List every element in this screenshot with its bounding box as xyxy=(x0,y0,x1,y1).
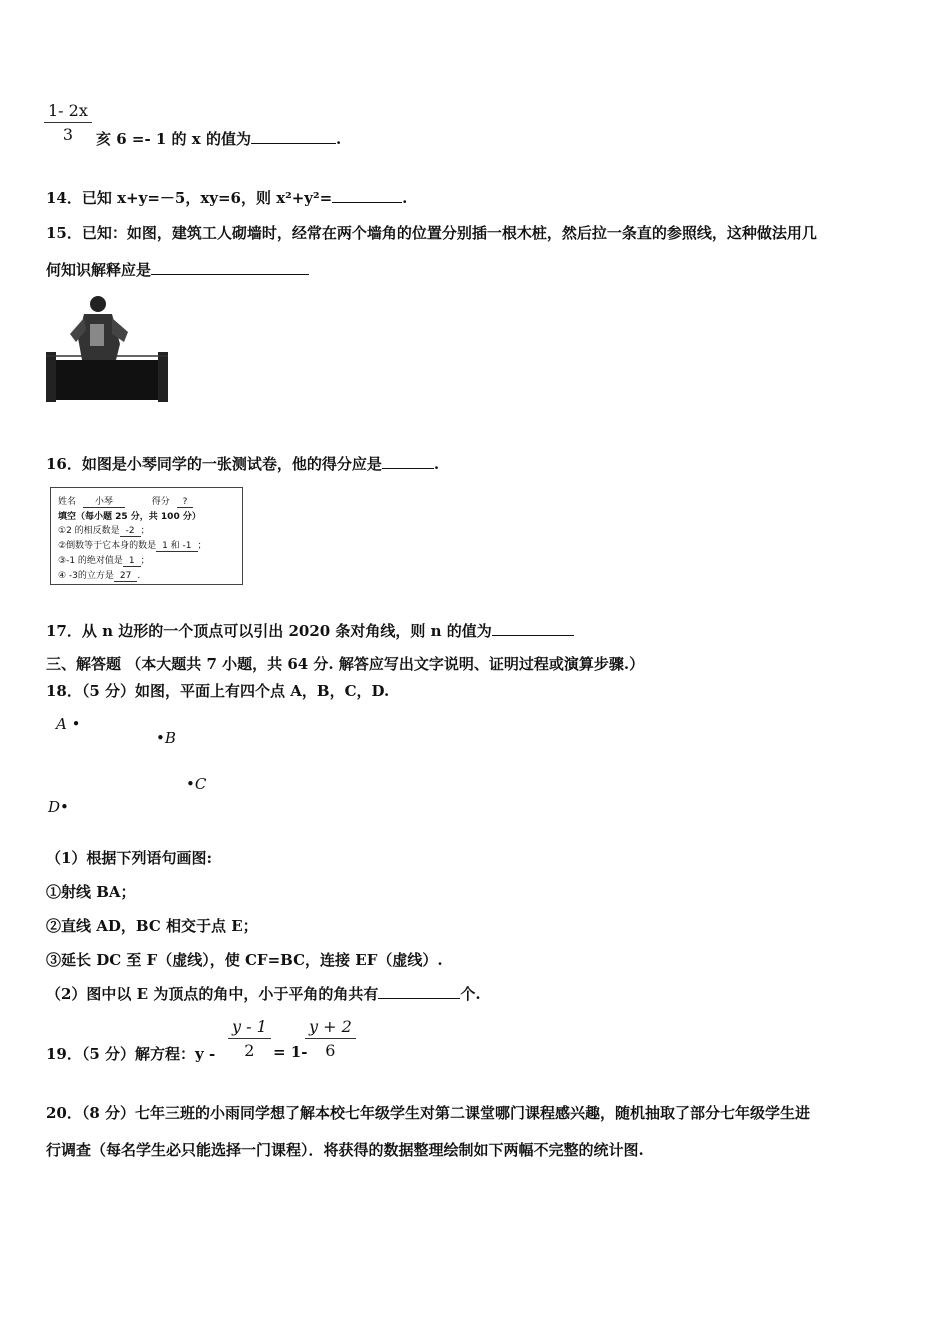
paper-score-value: ? xyxy=(177,497,194,508)
q14-line xyxy=(46,187,407,208)
fraction-bar xyxy=(44,122,92,123)
answer-blank xyxy=(332,188,402,203)
q14-end: . xyxy=(402,189,408,207)
q18-part1: （1）根据下列语句画图: xyxy=(46,849,212,867)
bricklayer-figure xyxy=(46,294,170,404)
q13-line xyxy=(96,128,341,149)
q15-line1: 15．已知：如图，建筑工人砌墙时，经常在两个墙角的位置分别插一根木桩，然后拉一条直的参照线，这种做法用几 xyxy=(46,224,817,242)
q18-part2 xyxy=(46,983,481,1004)
point-d: D• xyxy=(48,798,69,816)
q19-frac1-denominator: 2 xyxy=(244,1041,255,1060)
wall-shape xyxy=(48,360,166,400)
answer-blank xyxy=(492,621,574,636)
paper-name-value: 小琴 xyxy=(83,497,125,508)
q18-step2: ②直线 AD，BC 相交于点 E； xyxy=(46,917,258,935)
fraction-bar xyxy=(228,1038,271,1039)
q13-end: . xyxy=(335,130,342,148)
worker-head xyxy=(90,296,106,312)
paper-score-label: 得分 xyxy=(151,497,170,507)
paper-item-1: ①2 的相反数是 -2 ； xyxy=(58,526,150,536)
paper-name-label: 姓名 xyxy=(58,497,77,507)
paper-header: 填空（每小题 25 分，共 100 分） xyxy=(58,512,201,522)
q18-intro: 18．（5 分）如图，平面上有四个点 A，B，C，D. xyxy=(46,682,390,700)
q16-line xyxy=(46,453,439,474)
q13-denominator: 3 xyxy=(62,125,74,144)
paper-item-3: ③-1 的绝对值是 1 ； xyxy=(58,556,150,566)
q17-line xyxy=(46,620,574,641)
answer-blank xyxy=(251,129,336,144)
q18-step1: ①射线 BA； xyxy=(46,883,136,901)
point-a: A • xyxy=(56,715,81,733)
section3-title: 三、解答题 （本大题共 7 小题，共 64 分. 解答应写出文字说明、证明过程或演算步骤.） xyxy=(46,655,645,673)
answer-blank xyxy=(378,984,460,999)
q13-fraction xyxy=(44,101,92,144)
q15-text: 何知识解释应是 xyxy=(46,261,152,279)
q18-part2-text: （2）图中以 E 为顶点的角中，小于平角的角共有 xyxy=(46,985,379,1003)
q18-step3: ③延长 DC 至 F（虚线），使 CF=BC，连接 EF（虚线）. xyxy=(46,951,443,969)
paper-item-2: ②倒数等于它本身的数是 1 和 -1 ； xyxy=(58,541,207,551)
q13-text: 亥 6 =- 1 的 x 的值为 xyxy=(96,130,251,148)
q14-text: 14．已知 x+y=－5，xy=6，则 x²+y²= xyxy=(46,189,333,207)
q16-end: . xyxy=(433,455,440,473)
paper-item-4: ④ -3的立方是 27 . xyxy=(58,571,141,581)
q19-frac2-denominator: 6 xyxy=(325,1041,336,1060)
q15-line2 xyxy=(46,259,309,280)
q20-line1: 20．（8 分）七年三班的小雨同学想了解本校七年级学生对第二课堂哪门课程感兴趣，随机抽取了部分七年级学生进 xyxy=(46,1104,811,1122)
q20-line2: 行调查（每名学生必只能选择一门课程）．将获得的数据整理绘制如下两幅不完整的统计图. xyxy=(46,1141,644,1159)
q13-numerator: 1- 2x xyxy=(48,101,88,120)
q19-prefix: 19．（5 分）解方程：y - xyxy=(46,1045,216,1063)
q17-text: 17．从 n 边形的一个顶点可以引出 2020 条对角线，则 n 的值为 xyxy=(46,622,492,640)
q16-text: 16．如图是小琴同学的一张测试卷，他的得分应是 xyxy=(46,455,382,473)
answer-blank xyxy=(151,260,309,275)
point-c: •C xyxy=(186,775,207,793)
fraction-bar xyxy=(305,1038,356,1039)
q18-part2-end: 个. xyxy=(460,985,481,1003)
q19-frac2-numerator: y + 2 xyxy=(309,1017,352,1036)
q19-frac1-numerator: y - 1 xyxy=(232,1017,267,1036)
q19-fraction-2 xyxy=(305,1017,356,1060)
q19-fraction-1 xyxy=(228,1017,271,1060)
q19-middle: = 1- xyxy=(273,1043,308,1061)
answer-blank xyxy=(382,454,434,469)
test-paper-figure xyxy=(50,487,243,585)
point-b: •B xyxy=(156,729,176,747)
